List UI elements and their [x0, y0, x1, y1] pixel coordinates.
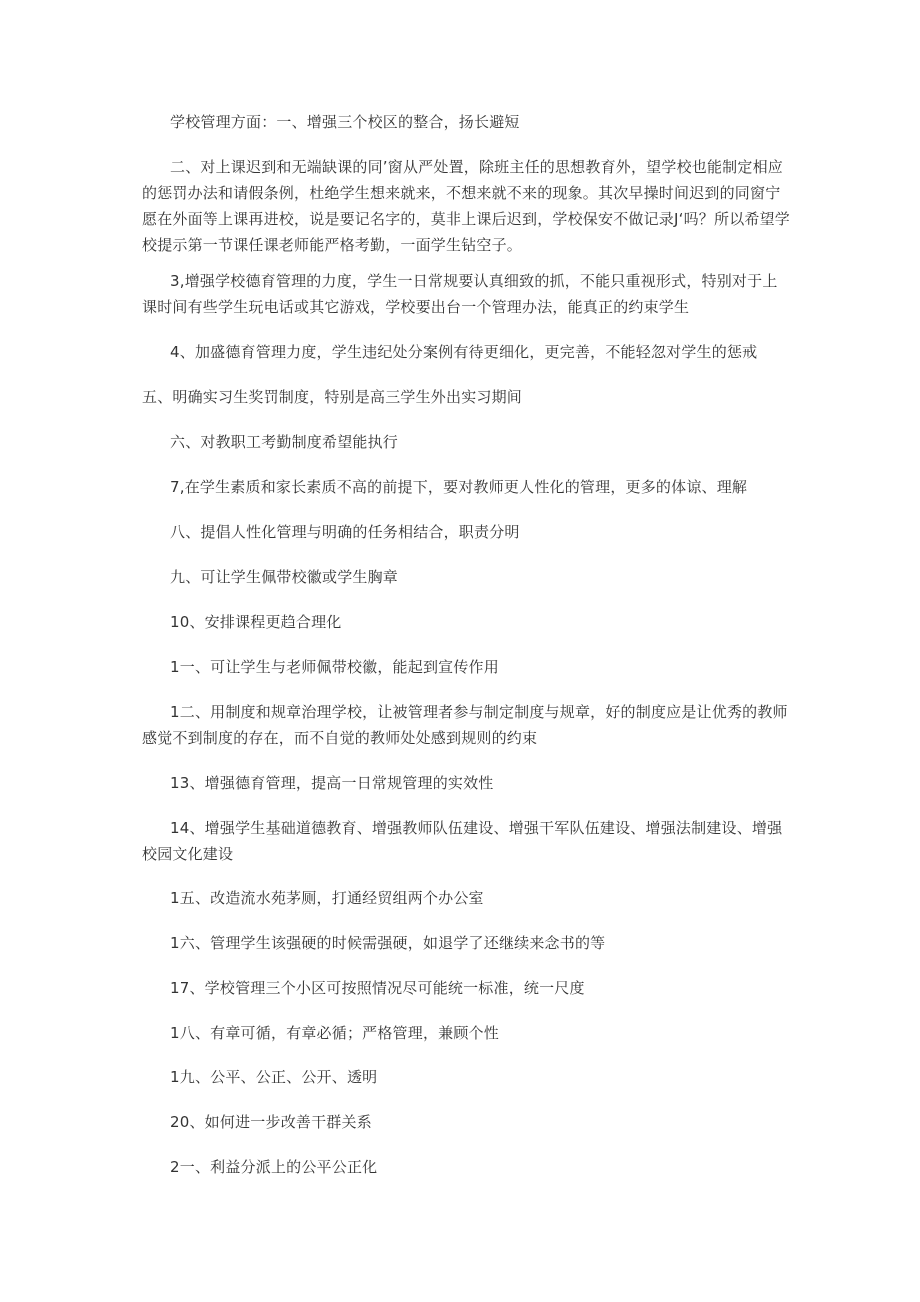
paragraph-6: 六、对教职工考勤制度希望能执行 [170, 433, 399, 451]
paragraph-16: 1六、管理学生该强硬的时候需强硬，如退学了还继续来念书的等 [170, 934, 606, 952]
paragraph-11: 1一、可让学生与老师佩带校徽，能起到宣传作用 [170, 658, 499, 676]
paragraph-17: 17、学校管理三个小区可按照情况尽可能统一标准，统一尺度 [170, 979, 585, 997]
paragraph-13: 13、增强德育管理，提高一日常规管理的实效性 [170, 774, 494, 792]
paragraph-7: 7,在学生素质和家长素质不高的前提下，要对教师更人性化的管理，更多的体谅、理解 [170, 478, 748, 496]
paragraph-9: 九、可让学生佩带校徽或学生胸章 [170, 568, 399, 586]
paragraph-21: 2一、利益分派上的公平公正化 [170, 1158, 378, 1176]
paragraph-19: 1九、公平、公正、公开、透明 [170, 1068, 378, 1086]
paragraph-10: 10、安排课程更趋合理化 [170, 613, 342, 631]
paragraph-12: 1二、用制度和规章治理学校，让被管理者参与制定制度与规章，好的制度应是让优秀的教师感觉不到制度的存在，而不自觉的教师处处感到规则的约束 [142, 703, 788, 747]
paragraph-8: 八、提倡人性化管理与明确的任务相结合，职责分明 [170, 523, 520, 541]
paragraph-18: 1八、有章可循，有章必循；严格管理，兼顾个性 [170, 1024, 499, 1042]
paragraph-3: 3,增强学校德育管理的力度，学生一日常规要认真细致的抓，不能只重视形式，特别对于上课时间有些学生玩电话或其它游戏，学校要出台一个管理办法，能真正的约束学生 [142, 272, 778, 316]
paragraph-5: 五、明确实习生奖罚制度，特别是高三学生外出实习期间 [142, 388, 523, 406]
paragraph-20: 20、如何进一步改善干群关系 [170, 1113, 372, 1131]
paragraph-15: 1五、改造流水苑茅厕，打通经贸组两个办公室 [170, 889, 484, 907]
paragraph-14: 14、增强学生基础道德教育、增强教师队伍建设、增强干军队伍建设、增强法制建设、增强校园文化建设 [142, 819, 783, 863]
paragraph-2: 二、对上课迟到和无端缺课的同’窗从严处置，除班主任的思想教育外，望学校也能制定相应的惩罚办法和请假条例，杜绝学生想来就来，不想来就不来的现象。其次早操时间迟到的同窗宁愿在外面等上课再进校，说是要记名字的，莫非上课后迟到，学校保安不做记录J‘吗？所以希望学校提示第一节课任课老师能严格考勤，一面学生钻空子。 [142, 158, 790, 254]
paragraph-1: 学校管理方面：一、增强三个校区的整合，扬长避短 [170, 113, 520, 131]
paragraph-4: 4、加盛德育管理力度，学生违纪处分案例有待更细化，更完善，不能轻忽对学生的惩戒 [170, 343, 758, 361]
